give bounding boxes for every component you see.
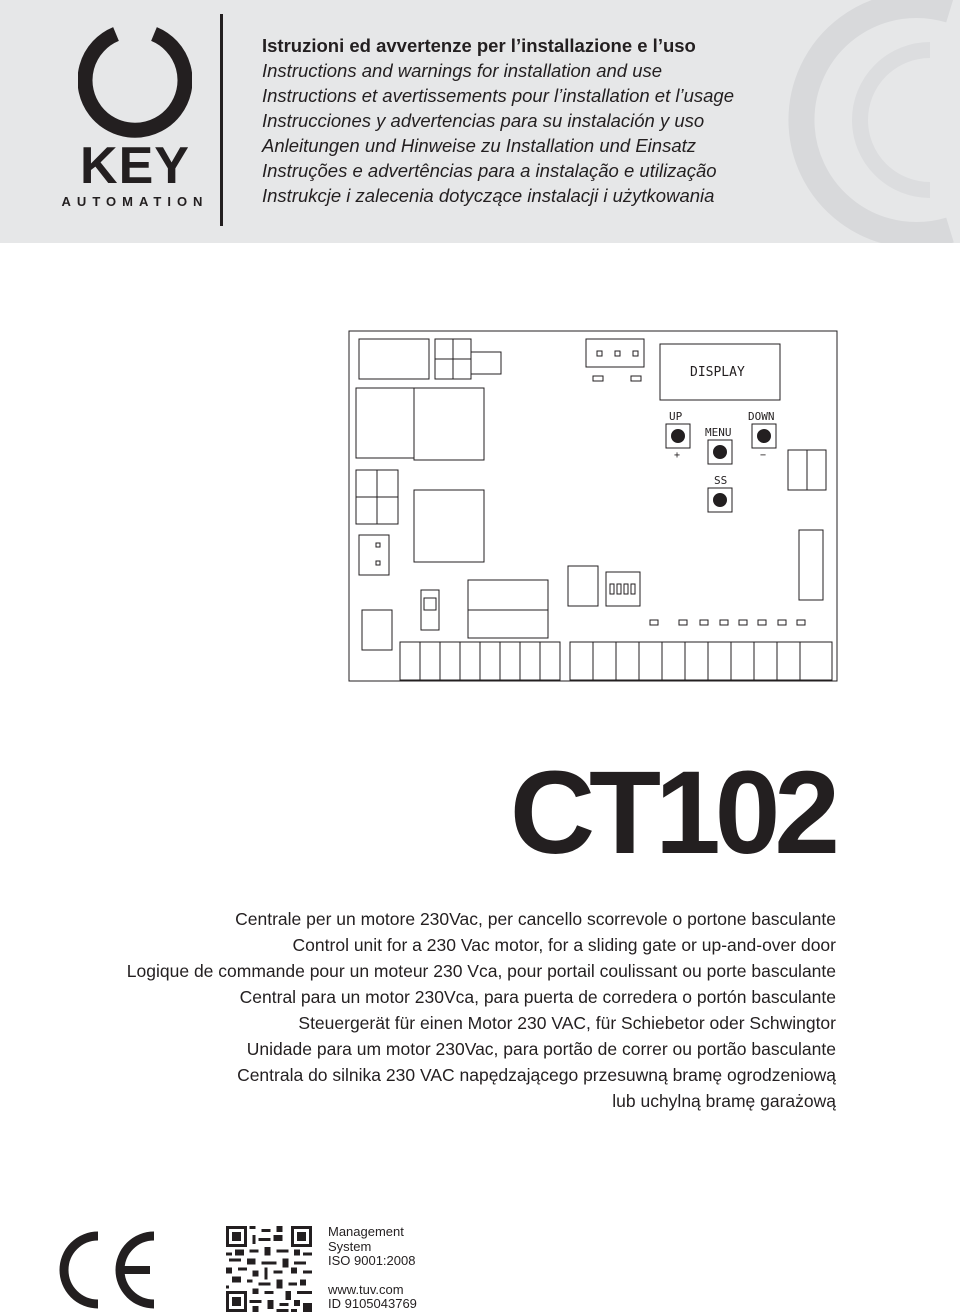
cert-line-3: ISO 9001:2008 — [328, 1253, 416, 1268]
minus-label: − — [760, 450, 767, 461]
board-outline — [349, 331, 837, 681]
qr-code-icon — [226, 1226, 312, 1312]
description-pl: Centrala do silnika 230 VAC napędzającego przesuwną bramę ogrodzeniową — [237, 1065, 836, 1085]
title-pl: Instrukcje i zalecenia dotyczące instalacji i użytkowania — [262, 185, 715, 206]
title-es: Instrucciones y advertencias para su instalación y uso — [262, 110, 705, 131]
cert-line-1: Management — [328, 1224, 404, 1239]
up-label: UP — [669, 410, 683, 423]
title-list — [262, 33, 902, 208]
logo-subtitle: AUTOMATION — [61, 194, 209, 209]
display-label: DISPLAY — [690, 365, 745, 380]
circuit-board-diagram — [348, 330, 838, 682]
cert-id: ID 9105043769 — [328, 1296, 417, 1311]
transformer — [356, 388, 414, 458]
header-divider — [220, 14, 223, 226]
menu-label: MENU — [705, 426, 732, 439]
title-fr: Instructions et avertissements pour l’installation et l’usage — [262, 85, 734, 106]
down-label: DOWN — [748, 410, 775, 423]
plus-label: + — [674, 450, 681, 461]
relay-2 — [414, 490, 484, 562]
certification-block — [328, 1225, 417, 1312]
ss-label: SS — [714, 474, 728, 487]
description-de: Steuergerät für einen Motor 230 VAC, für Schiebetor oder Schwingtor — [298, 1013, 836, 1033]
connector — [359, 339, 429, 379]
description-es: Central para un motor 230Vca, para puerta de corredera o portón basculante — [239, 987, 836, 1007]
title-it: Istruzioni ed avvertenze per l’installazione e l’uso — [262, 35, 696, 56]
terminal-strip-right — [570, 642, 832, 680]
ce-mark-icon — [50, 1228, 162, 1312]
relay — [414, 388, 484, 460]
description-pl-2: lub uchylną bramę garażową — [612, 1091, 836, 1111]
model-title: CT102 — [509, 747, 834, 879]
description-pt: Unidade para um motor 230Vac, para portão de correr ou portão basculante — [246, 1039, 836, 1059]
description-en: Control unit for a 230 Vac motor, for a sliding gate or up-and-over door — [292, 935, 836, 955]
description-it: Centrale per un motore 230Vac, per cancello scorrevole o portone basculante — [235, 909, 836, 929]
description-fr: Logique de commande pour un moteur 230 Vca, pour portail coulissant ou porte basculante — [126, 961, 836, 981]
header-band — [0, 0, 960, 243]
description-list — [127, 906, 836, 1114]
brand-logo — [60, 24, 210, 214]
title-en: Instructions and warnings for installation and use — [262, 60, 663, 81]
title-de: Anleitungen und Hinweise zu Installation und Einsatz — [262, 135, 697, 156]
cert-url[interactable]: www.tuv.com — [328, 1281, 404, 1297]
title-pt: Instruções e advertências para a instalação e utilização — [262, 160, 717, 181]
logo-wordmark: KEY — [80, 137, 190, 195]
logo-ring-icon — [78, 24, 192, 138]
cert-line-2: System — [328, 1238, 372, 1254]
